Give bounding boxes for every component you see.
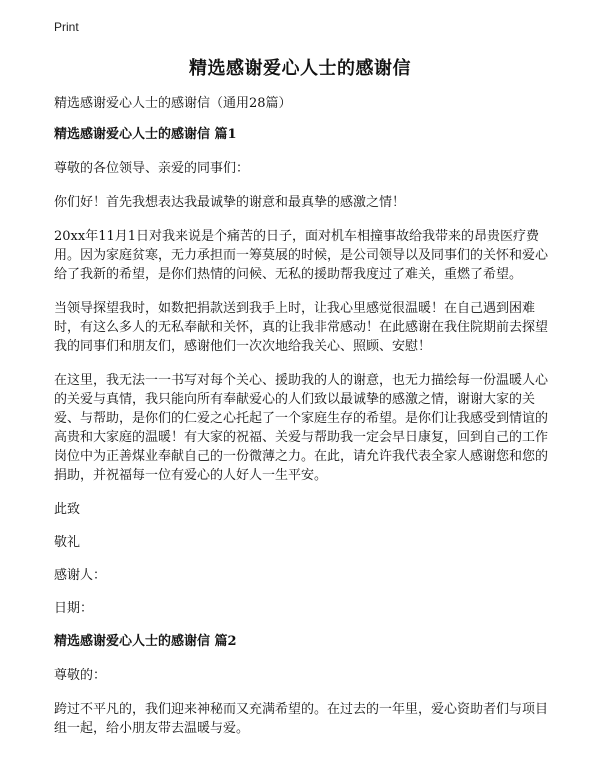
body-paragraph-3: 在这里，我无法一一书写对每个关心、援助我的人的谢意，也无力描绘每一份温暖人心的关爱与真情，我只能向所有奉献爱心的人们致以最诚挚的感激之情，谢谢大家的关爱、与帮助，是你们的仁爱之心托起了一个家庭生存的希望。是你们让我感受到情谊的高贵和大家庭的温暖！有大家的祝福、关爱与帮助我一定会早日康复，回到自己的工作岗位中为正善煤业奉献自己的一份微薄之力。在此，请允许我代表全家人感谢您和您的捐助，并祝福每一位有爱心的人好人一生平安。 <box>54 373 549 483</box>
salutation-2: 尊敬的： <box>54 668 107 683</box>
document-body <box>54 94 554 753</box>
salutation-1: 尊敬的各位领导、亲爱的同事们： <box>54 161 250 176</box>
closing-line-2: 敬礼 <box>54 535 81 550</box>
section-heading-2: 精选感谢爱心人士的感谢信 篇2 <box>54 634 237 649</box>
section-heading-1: 精选感谢爱心人士的感谢信 篇1 <box>54 127 237 142</box>
date-line: 日期： <box>54 601 94 616</box>
print-link[interactable]: Print <box>54 20 79 34</box>
closing-line-1: 此致 <box>54 502 81 517</box>
section2-paragraph-1: 跨过不平凡的，我们迎来神秘而又充满希望的。在过去的一年里，爱心资助者们与项目组一起，给小朋友带去温暖与爱。 <box>54 702 549 736</box>
document-subtitle: 精选感谢爱心人士的感谢信（通用28篇） <box>54 96 292 111</box>
greeting-paragraph: 你们好！首先我想表达我最诚挚的谢意和最真挚的感激之情！ <box>54 195 406 210</box>
page-title: 精选感谢爱心人士的感谢信 <box>189 58 411 79</box>
body-paragraph-2: 当领导探望我时，如数把捐款送到我手上时，让我心里感觉很温暖！在自己遇到困难时，有这么多人的无私奉献和关怀，真的让我非常感动！在此感谢在我住院期前去探望我的同事们和朋友们，感谢他们一次次地给我关心、照顾、安慰！ <box>54 301 549 354</box>
signer-line: 感谢人： <box>54 568 107 583</box>
body-paragraph-1: 20xx年11月1日对我来说是个痛苦的日子，面对机车相撞事故给我带来的昂贵医疗费用。因为家庭贫寒，无力承担而一筹莫展的时候，是公司领导以及同事们的关怀和爱心给了我新的希望，是你们热情的问候、无私的援助帮我度过了难关，重燃了希望。 <box>54 229 549 282</box>
